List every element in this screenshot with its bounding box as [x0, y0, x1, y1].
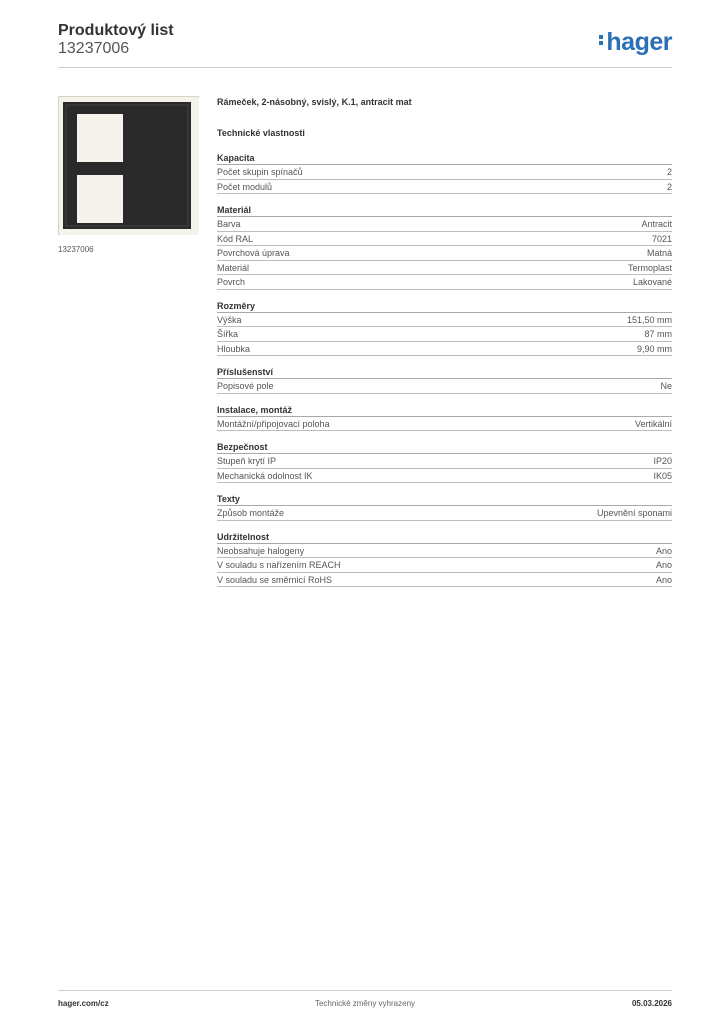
property-row [217, 558, 672, 573]
property-row [217, 506, 672, 521]
properties-list [217, 152, 672, 587]
property-group [217, 531, 672, 588]
property-row [217, 180, 672, 195]
property-row [217, 469, 672, 484]
property-group [217, 404, 672, 432]
footer-website: hager.com/cz [58, 999, 109, 1008]
property-value: Ano [655, 560, 672, 570]
footer-date: 05.03.2026 [631, 999, 672, 1008]
property-row [217, 379, 672, 394]
property-value: Termoplast [627, 262, 672, 273]
property-group [217, 366, 672, 394]
product-number: 13237006 [58, 40, 130, 57]
property-value: 9,90 mm [636, 343, 672, 354]
image-caption: 13237006 [58, 245, 94, 254]
property-value: Vertikální [634, 418, 672, 429]
group-title: Materiál [217, 204, 672, 217]
property-row [217, 417, 672, 432]
property-value: IK05 [653, 470, 672, 481]
property-group [217, 300, 672, 357]
product-details [217, 96, 672, 587]
property-label: Materiál [217, 262, 250, 273]
group-title: Udržitelnost [217, 531, 672, 544]
property-row [217, 217, 672, 232]
property-group [217, 152, 672, 194]
property-row [217, 246, 672, 261]
property-value: 7021 [651, 233, 672, 244]
section-title: Technické vlastnosti [217, 128, 305, 138]
document-title: Produktový list [58, 22, 174, 39]
property-row [217, 544, 672, 559]
property-label: Mechanická odolnost IK [217, 470, 313, 481]
property-label: V souladu se směrnicí RoHS [217, 574, 333, 585]
property-group [217, 493, 672, 521]
property-row [217, 232, 672, 247]
page-footer [58, 990, 672, 1014]
property-label: Kód RAL [217, 233, 254, 244]
product-name: Rámeček, 2-násobný, svislý, K.1, antracit mat [217, 97, 412, 107]
property-label: Šířka [217, 329, 239, 339]
property-value: Antracit [641, 219, 672, 229]
switch-frame-image [59, 97, 200, 236]
property-label: Počet skupin spínačů [217, 167, 303, 177]
footer-notice: Technické změny vyhrazeny [314, 999, 416, 1008]
property-row [217, 573, 672, 588]
property-row [217, 313, 672, 328]
group-title: Kapacita [217, 152, 672, 165]
property-label: Stupeň krytí IP [217, 456, 277, 466]
group-title: Instalace, montáž [217, 404, 672, 417]
property-row [217, 454, 672, 469]
property-label: V souladu s nařízením REACH [217, 560, 341, 570]
property-value: Ano [655, 545, 672, 556]
logo-text: hager [606, 28, 672, 56]
property-row [217, 342, 672, 357]
property-label: Barva [217, 219, 241, 229]
property-row [217, 275, 672, 290]
group-title: Bezpečnost [217, 441, 672, 454]
property-value: 2 [666, 181, 672, 192]
property-value: 87 mm [644, 329, 672, 339]
property-label: Popisové pole [217, 381, 274, 391]
property-value: Lakované [632, 277, 672, 287]
property-label: Hloubka [217, 343, 251, 354]
property-value: Ne [660, 381, 672, 391]
logo-dots-icon [599, 33, 605, 47]
property-row [217, 327, 672, 342]
property-value: Matná [646, 248, 672, 258]
product-image [58, 96, 199, 235]
property-label: Povrch [217, 277, 246, 287]
property-label: Povrchová úprava [217, 248, 290, 258]
group-title: Texty [217, 493, 672, 506]
property-row [217, 261, 672, 276]
property-value: IP20 [653, 456, 672, 466]
property-label: Výška [217, 314, 242, 325]
property-label: Neobsahuje halogeny [217, 545, 305, 556]
property-group [217, 204, 672, 290]
property-value: Upevnění sponami [596, 508, 672, 518]
property-group [217, 441, 672, 483]
hager-logo [599, 28, 672, 57]
property-label: Počet modulů [217, 181, 273, 192]
property-row [217, 165, 672, 180]
group-title: Příslušenství [217, 366, 672, 379]
property-label: Způsob montáže [217, 508, 285, 518]
property-label: Montážní/připojovací poloha [217, 418, 330, 429]
property-value: Ano [655, 574, 672, 585]
property-value: 151,50 mm [626, 314, 672, 325]
property-value: 2 [666, 167, 672, 177]
page-header [58, 22, 672, 68]
group-title: Rozměry [217, 300, 672, 313]
